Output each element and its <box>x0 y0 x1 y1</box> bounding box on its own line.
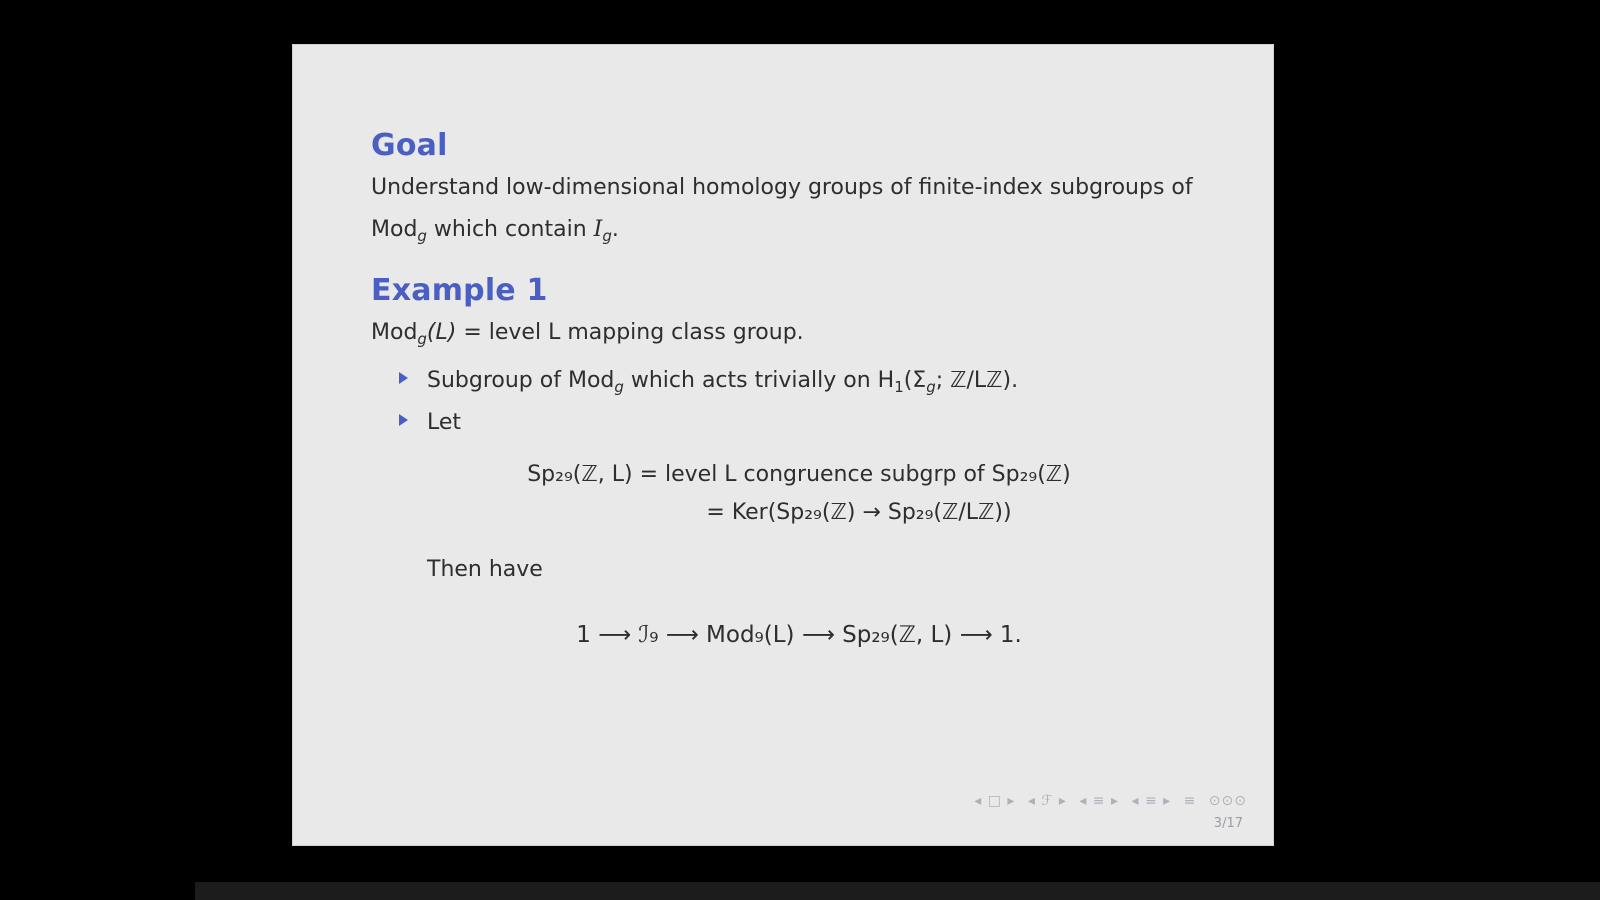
beamer-navigation-bar[interactable] <box>917 793 1247 809</box>
torelli-symbol: I <box>593 216 603 242</box>
goal-line2-end: . <box>611 216 619 242</box>
presentation-slide <box>293 45 1273 845</box>
nav-group-document[interactable]: ≡ <box>1183 793 1197 809</box>
example-heading: Example 1 <box>371 272 548 308</box>
bullet-1-sub-a: g <box>614 377 624 396</box>
bullet-1-part-d: ; ℤ/Lℤ). <box>935 367 1019 393</box>
displayed-equation-block <box>371 456 1227 531</box>
mod-symbol: Mod <box>371 216 418 242</box>
bullet-1-sub-c: g <box>926 377 936 396</box>
slide-content <box>371 129 1227 815</box>
triangle-bullet-icon <box>399 414 408 426</box>
nav-group-slide[interactable]: ◂ □ ▸ <box>974 793 1016 809</box>
torelli-subscript: g <box>602 226 612 245</box>
nav-group-subsection[interactable]: ◂ ≡ ▸ <box>1079 793 1120 809</box>
bottom-letterbox-strip <box>195 882 1600 900</box>
example-bullet-list <box>371 363 1227 441</box>
bullet-1-part-a: Subgroup of Mod <box>427 367 615 393</box>
def-rest: = level L mapping class group. <box>456 319 804 345</box>
list-item <box>371 363 1227 399</box>
goal-text-line-2 <box>371 212 1227 248</box>
nav-group-dots[interactable]: ⊙⊙⊙ <box>1208 793 1247 809</box>
exact-sequence-equation: 1 ⟶ ℐ₉ ⟶ Mod₉(L) ⟶ Sp₂₉(ℤ, L) ⟶ 1. <box>576 622 1022 649</box>
nav-group-frame[interactable]: ◂ ℱ ▸ <box>1027 793 1067 809</box>
goal-line2-mid: which contain <box>426 216 594 242</box>
equation-line-1: Sp₂₉(ℤ, L) = level L congruence subgrp of Sp₂₉(ℤ) <box>527 462 1071 488</box>
goal-heading: Goal <box>371 128 448 163</box>
page-number: 3/17 <box>1213 816 1243 831</box>
bullet-2-text: Let <box>427 409 462 435</box>
def-arg: (L) <box>426 319 457 345</box>
def-mod: Mod <box>371 319 418 345</box>
goal-text-line-1: Understand low-dimensional homology groups of finite-index subgroups of <box>371 175 1193 200</box>
mod-subscript: g <box>417 226 427 245</box>
bullet-1-part-c: (Σ <box>903 367 927 393</box>
bullet-1-part-b: which acts trivially on H <box>623 367 895 393</box>
bullet-1-sub-b: 1 <box>894 377 904 396</box>
def-mod-subscript: g <box>417 329 427 348</box>
triangle-bullet-icon <box>399 372 408 384</box>
example-definition <box>371 315 1227 351</box>
then-have-text: Then have <box>427 557 543 583</box>
nav-group-section[interactable]: ◂ ≡ ▸ <box>1131 793 1172 809</box>
list-item <box>371 405 1227 441</box>
equation-line-2: = Ker(Sp₂₉(ℤ) → Sp₂₉(ℤ/Lℤ)) <box>706 499 1012 525</box>
